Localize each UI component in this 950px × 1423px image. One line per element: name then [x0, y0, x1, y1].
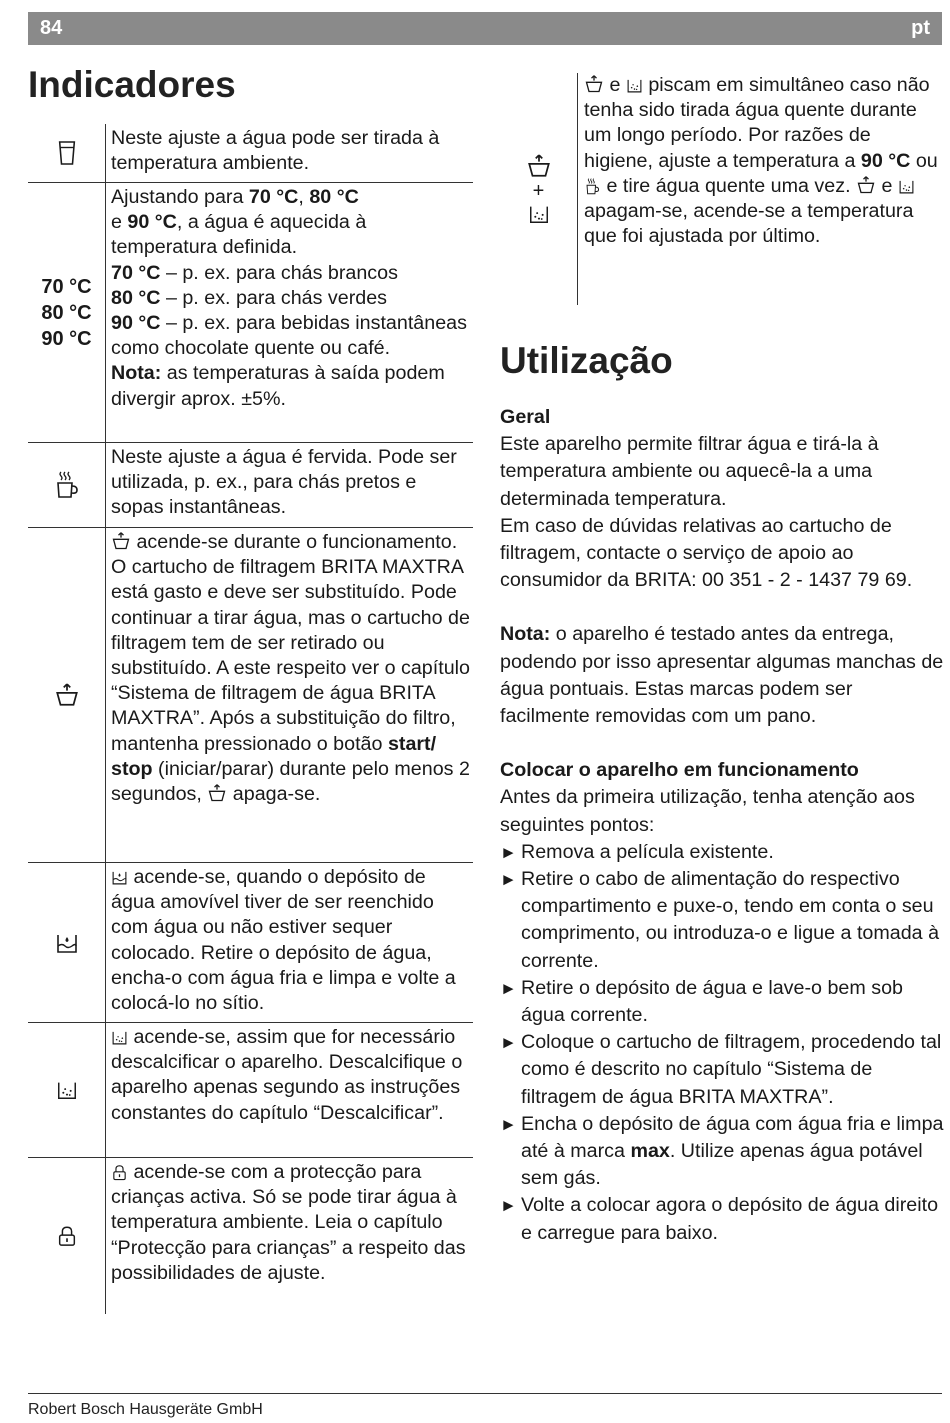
- indicator-row-filter: [28, 528, 473, 863]
- note-label: Nota:: [111, 362, 162, 385]
- bullet-arrow-icon: ►: [500, 870, 517, 890]
- indicator-text: acende-se, quando o depósito de água amovível tiver de ser reenchido com água ou não estiver sequer colocado. Retire o depósito de água, encha-o com água fria e limpa e volte a colocá-lo no sítio.: [111, 866, 456, 1015]
- filter-icon: [526, 153, 552, 179]
- notice-text: e piscam em simultâneo caso não tenha sido tirada água quente durante um longo período. Por razões de higiene, ajuste a temperatura a 90 °C ou e tire água quente uma vez. e apagam-se, acende-se a temperatura que foi ajustada por último.: [584, 74, 938, 248]
- list-item: ► Retire o cabo de alimentação do respectivo compartimento e puxe-o, tendo em conta o seu comprimento, ou introduza-o e ligue a tomada à corrente.: [500, 866, 945, 975]
- descale-icon: [626, 77, 643, 94]
- usage-body: [500, 404, 945, 1247]
- language-code: pt: [911, 17, 930, 39]
- note-paragraph: Nota: o aparelho é testado antes da entrega, podendo por isso apresentar algumas manchas de água pontuais. Estas marcas podem ser facilmente removidas com um pano.: [500, 623, 944, 728]
- list-item: ► Retire o depósito de água e lave-o bem sob água corrente.: [500, 975, 945, 1029]
- filter-icon: [584, 74, 604, 94]
- indicator-text: acende-se, assim que for necessário descalcificar o aparelho. Descalcifique o aparelho apenas segundo as instruções constantes do capítulo “Descalcificar”.: [111, 1026, 463, 1124]
- indicator-text: Neste ajuste a água é fervida. Pode ser utilizada, p. ex., para chás pretos e sopas instantâneas.: [111, 446, 457, 519]
- page-number: 84: [40, 17, 63, 39]
- hygiene-notice: [500, 73, 940, 305]
- filter-icon: [111, 531, 131, 551]
- water-tank-icon: [55, 931, 79, 955]
- indicators-title: Indicadores: [28, 64, 236, 105]
- filter-icon: [54, 682, 80, 708]
- descale-icon: [56, 1079, 78, 1101]
- descale-icon: [898, 178, 915, 195]
- plus-sign: +: [532, 180, 545, 202]
- operation-heading: Colocar o aparelho em funcionamento: [500, 759, 859, 782]
- list-item: ► Encha o depósito de água com água fria e limpa até à marca max. Utilize apenas água potável sem gás.: [500, 1111, 945, 1193]
- indicator-text: acende-se durante o funcionamento. O cartucho de filtragem BRITA MAXTRA está gasto e deve ser substituído. Pode continuar a tirar água, mas o cartucho de filtragem tem de ser retirado ou substituído. A este respeito ver o capítulo “Sistema de filtragem de água BRITA MAXTRA”. Após a substituição do filtro, mantenha pressionado o botão start/ stop (iniciar/parar) durante pelo menos 2 segundos, apaga-se.: [111, 531, 470, 806]
- bullet-arrow-icon: ►: [500, 1114, 517, 1134]
- general-paragraph: Este aparelho permite filtrar água e tirá-la à temperatura ambiente ou aquecê-la a uma determinada temperatura.: [500, 433, 879, 510]
- list-item: ► Coloque o cartucho de filtragem, procedendo tal como é descrito no capítulo “Sistema de filtragem de água BRITA MAXTRA”.: [500, 1029, 945, 1111]
- bullet-arrow-icon: ►: [500, 978, 517, 998]
- water-tank-icon: [111, 869, 128, 886]
- hot-cup-icon: [55, 470, 79, 500]
- bullet-arrow-icon: ►: [500, 842, 517, 862]
- temperature-labels: 70 °C 80 °C 90 °C: [41, 275, 92, 350]
- indicator-text: Neste ajuste a água pode ser tirada à temperatura ambiente.: [111, 127, 440, 175]
- bullet-arrow-icon: ►: [500, 1033, 517, 1053]
- list-item: ► Volte a colocar agora o depósito de água direito e carregue para baixo.: [500, 1192, 945, 1246]
- descale-icon: [528, 203, 550, 225]
- bullet-arrow-icon: ►: [500, 1196, 517, 1216]
- descale-icon: [111, 1029, 128, 1046]
- filter-icon: [856, 175, 876, 195]
- contact-paragraph: Em caso de dúvidas relativas ao cartucho de filtragem, contacte o serviço de apoio ao consumidor da BRITA: 00 351 - 2 - 1437 79 69.: [500, 514, 913, 592]
- list-item: ► Remova a película existente.: [500, 839, 945, 866]
- hot-cup-icon: [584, 178, 601, 195]
- usage-title: Utilização: [500, 340, 673, 381]
- lock-icon: [56, 1224, 78, 1248]
- indicator-row-ambient: [28, 124, 473, 183]
- filter-icon: [207, 783, 227, 803]
- lock-icon: [111, 1164, 128, 1181]
- operation-intro: Antes da primeira utilização, tenha atenção aos seguintes pontos:: [500, 786, 915, 836]
- footer-company: Robert Bosch Hausgeräte GmbH: [28, 1401, 263, 1418]
- footer-divider: [28, 1393, 942, 1394]
- page-header: [28, 12, 942, 45]
- indicator-text: Ajustando para 70 °C, 80 °C e 90 °C, a água é aquecida à temperatura definida. 70 °C – p. ex. para chás brancos 80 °C – p. ex. para chás verdes 90 °C – p. ex. para bebidas instantâneas como chocolate quente ou café. Nota: as temperaturas à saída podem divergir aprox. ±5%.: [111, 186, 467, 410]
- indicator-row-descale: [28, 1023, 473, 1158]
- indicator-text: acende-se com a protecção para crianças activa. Só se pode tirar água à temperatura ambiente. Leia o capítulo “Protecção para crianças” a respeito das possibilidades de ajuste.: [111, 1161, 466, 1284]
- indicator-row-child-lock: [28, 1158, 473, 1314]
- indicator-row-water-tank: [28, 863, 473, 1023]
- general-heading: Geral: [500, 406, 551, 428]
- indicator-row-temperatures: [28, 183, 473, 443]
- glass-icon: [56, 139, 78, 167]
- indicator-row-boil: [28, 443, 473, 528]
- indicators-table: [28, 124, 473, 1314]
